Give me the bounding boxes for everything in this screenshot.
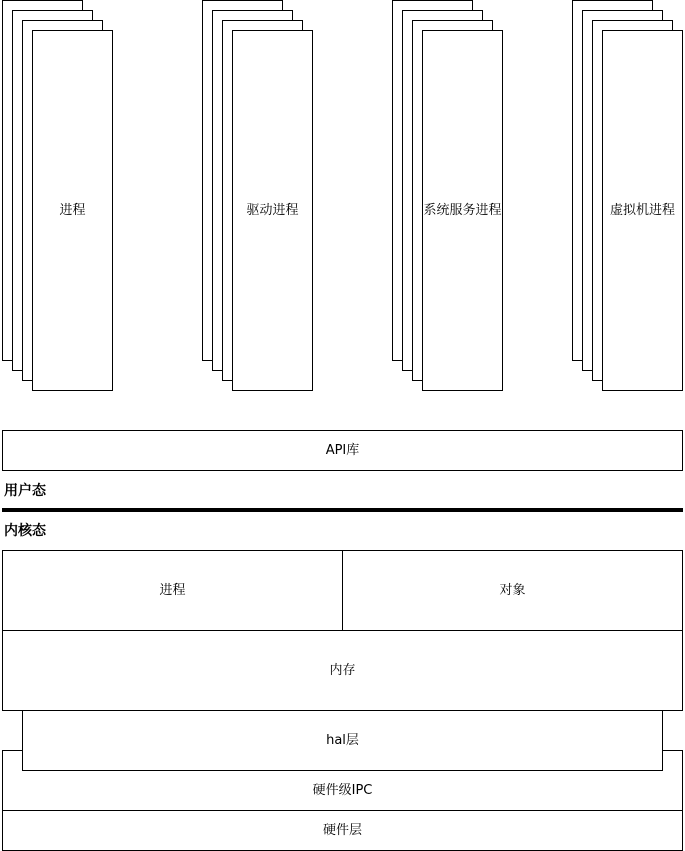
user-kernel-divider [2,508,683,512]
kernel-object-label: 对象 [499,583,526,598]
driver-process-label: 驱动进程 [246,203,299,218]
kernel-process-label: 进程 [159,583,186,598]
vm-process-label: 虚拟机进程 [609,203,675,218]
hardware-ipc-label: 硬件级IPC [312,783,373,798]
kernel-process-box [2,550,343,631]
memory-label: 内存 [329,663,356,678]
process-label: 进程 [59,203,86,218]
hardware-layer-box [2,810,683,851]
user-space-label: 用户态 [4,483,46,499]
driver-process-box [232,30,313,391]
kernel-space-label: 内核态 [4,523,46,539]
memory-box [2,630,683,711]
kernel-object-box [342,550,683,631]
process-box [32,30,113,391]
vm-process-box [602,30,683,391]
system-service-process-label: 系统服务进程 [423,203,502,218]
hal-layer-label: hal层 [326,733,359,748]
hardware-layer-label: 硬件层 [322,823,362,838]
system-service-process-box [422,30,503,391]
api-library-box [2,430,683,471]
api-library-label: API库 [325,443,360,458]
hal-layer-box [22,710,663,771]
